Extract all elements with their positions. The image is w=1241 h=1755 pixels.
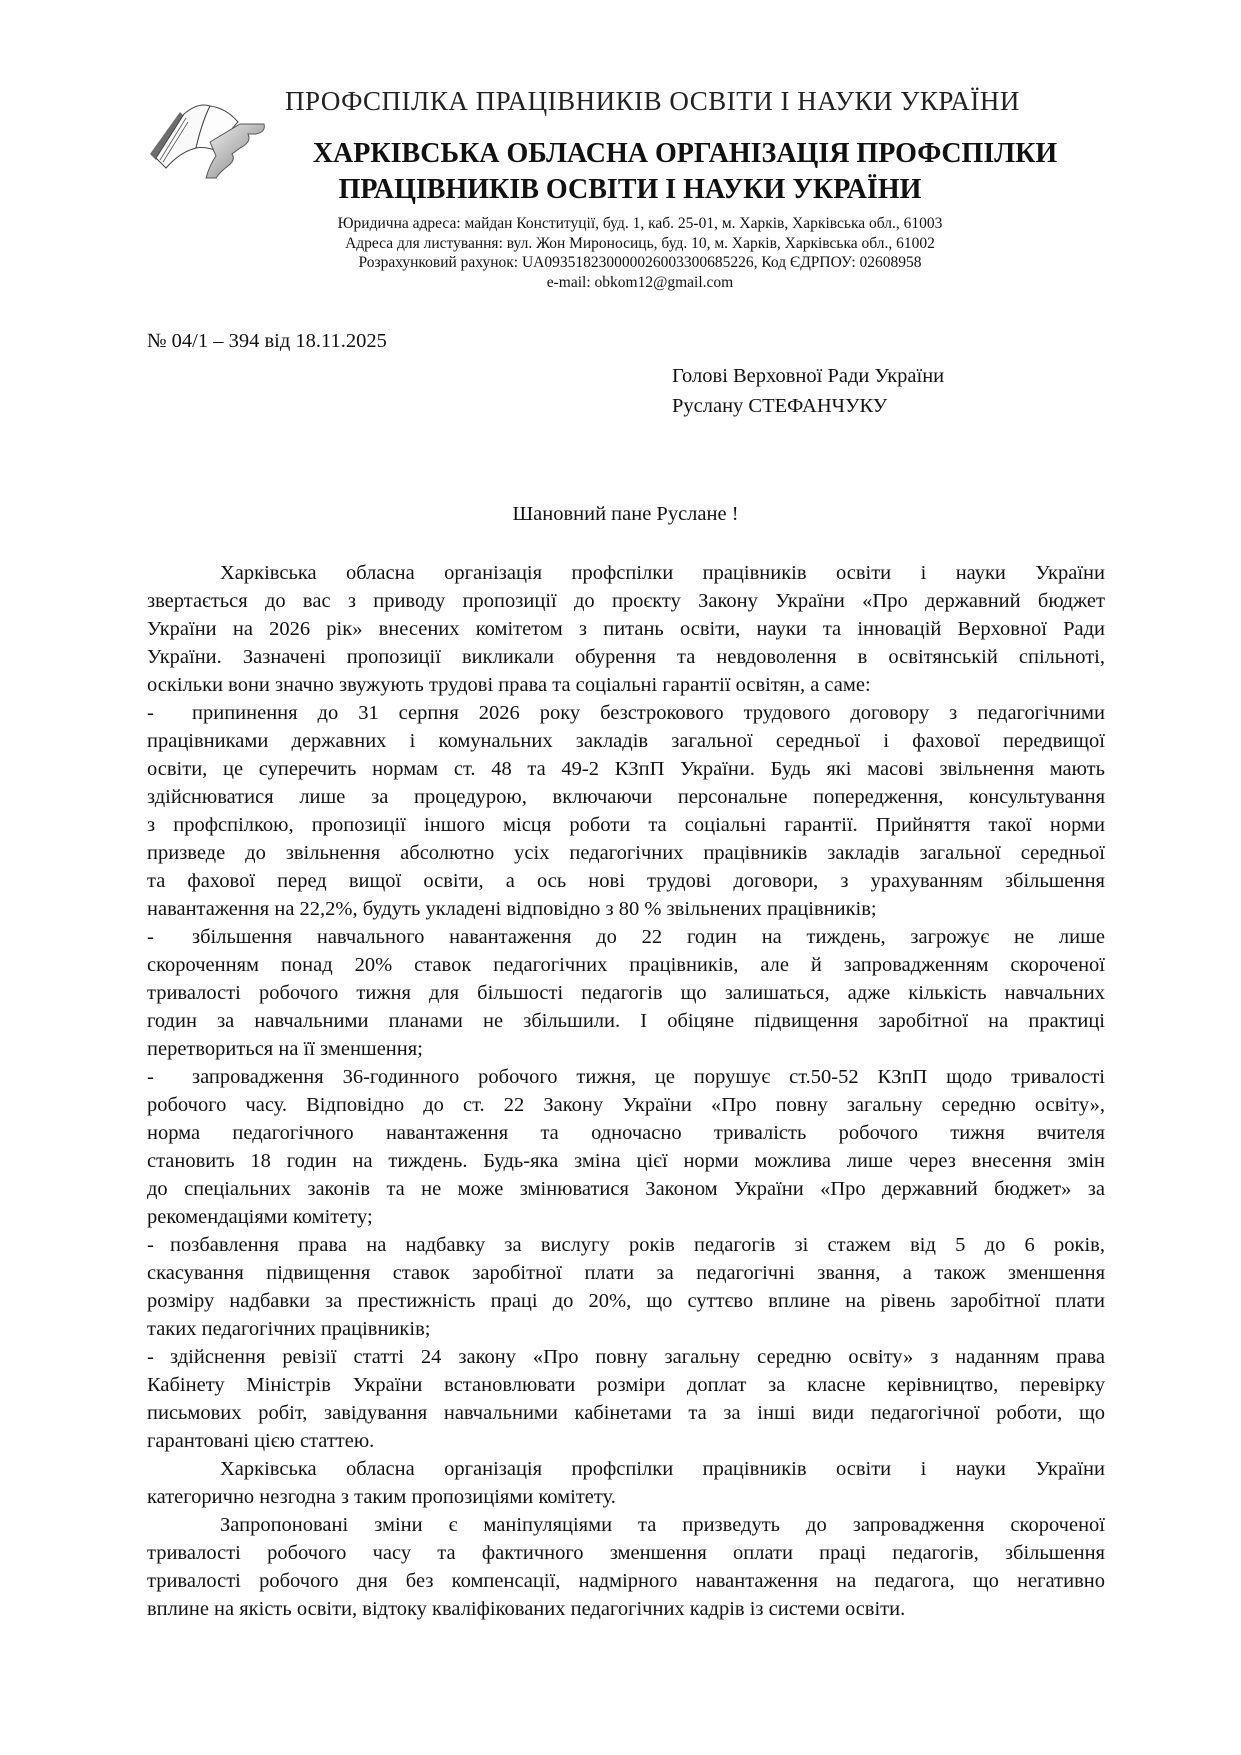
bullet-line: - позбавлення права на надбавку за вислугу років педагогів зі стажем від 5 до 6 років, <box>147 1234 1105 1256</box>
body-line: перетвориться на її зменшення; <box>147 1038 423 1060</box>
body-line: звертається до вас з приводу пропозиції до проєкту Закону України «Про державний бюджет <box>147 590 1105 612</box>
salutation: Шановний пане Руслане ! <box>512 503 739 525</box>
addressee-title: Голові Верховної Ради України <box>672 365 945 387</box>
body-line: годин за навчальними планами не збільшили. І обіцяне підвищення заробітної на практиці <box>147 1010 1105 1032</box>
body-line: працівниками державних і комунальних закладів загальної середньої і фахової передвищої <box>147 730 1105 752</box>
bullet-line: - збільшення навчального навантаження до 22 годин на тиждень, загрожує не лише <box>147 926 1105 948</box>
body-line: оскільки вони значно звужують трудові права та соціальні гарантії освітян, а саме: <box>147 674 871 696</box>
body-line: Харківська обласна організація профспілки працівників освіти і науки України <box>220 562 1105 584</box>
open-book-logo-icon <box>140 82 270 182</box>
body-line: тривалості робочого дня без компенсації, надмірного навантаження на педагога, що негативно <box>147 1570 1105 1592</box>
bullet-line: - припинення до 31 серпня 2026 року безстрокового трудового договору з педагогічними <box>147 702 1105 724</box>
addressee-block <box>672 361 944 421</box>
organization-name-line1: ХАРКІВСЬКА ОБЛАСНА ОРГАНІЗАЦІЯ ПРОФСПІЛКИ <box>312 138 1058 169</box>
body-line: таких педагогічних працівників; <box>147 1318 431 1340</box>
body-line: України на 2026 рік» внесених комітетом з питань освіти, науки та інновацій Верховної Ради <box>147 618 1105 640</box>
union-name: ПРОФСПІЛКА ПРАЦІВНИКІВ ОСВІТИ І НАУКИ УКРАЇНИ <box>285 86 1020 116</box>
body-line: з профспілкою, пропозиції іншого місця роботи та соціальні гарантії. Прийняття такої норми <box>147 814 1105 836</box>
body-line: та фахової перед вищої освіти, а ось нові трудові договори, з урахуванням збільшення <box>147 870 1105 892</box>
body-line: навантаження на 22,2%, будуть укладені відповідно з 80 % звільнених працівників; <box>147 898 877 920</box>
body-line: гарантовані цією статтею. <box>147 1430 375 1452</box>
organization-name <box>285 136 1085 208</box>
body-line: робочого часу. Відповідно до ст. 22 Закону України «Про повну загальну середню освіту», <box>147 1094 1105 1116</box>
body-line: призведе до звільнення абсолютно усіх педагогічних працівників закладів загальної середньої <box>147 842 1105 864</box>
email-address: e-mail: obkom12@gmail.com <box>546 273 734 291</box>
bullet-dash: - <box>147 1346 154 1368</box>
bullet-line: - здійснення ревізії статті 24 закону «Про повну загальну середню освіту» з наданням права <box>147 1346 1105 1368</box>
body-line: Харківська обласна організація профспілки працівників освіти і науки України <box>220 1458 1105 1480</box>
bullet-dash: - <box>147 702 154 724</box>
body-line: розміру надбавки за престижність праці до 20%, що суттєво вплине на рівень заробітної плати <box>147 1290 1105 1312</box>
body-line: рекомендаціями комітету; <box>147 1206 373 1228</box>
organization-name-line2: ПРАЦІВНИКІВ ОСВІТИ І НАУКИ УКРАЇНИ <box>338 174 922 205</box>
bullet-dash: - <box>147 926 154 948</box>
body-line: становить 18 годин на тиждень. Будь-яка зміна цієї норми можлива лише через внесення змін <box>147 1150 1105 1172</box>
body-line: скасування підвищення ставок заробітної плати за педагогічні звання, а також зменшення <box>147 1262 1105 1284</box>
body-line: вплине на якість освіти, відтоку кваліфікованих педагогічних кадрів із системи освіти. <box>147 1598 906 1620</box>
body-line: до спеціальних законів та не може змінюватися Законом України «Про державний бюджет» за <box>147 1178 1105 1200</box>
body-line: письмових робіт, завідування навчальними кабінетами та за інші види педагогічної роботи, що <box>147 1402 1105 1424</box>
body-line: норма педагогічного навантаження та одночасно тривалість робочого тижня вчителя <box>147 1122 1105 1144</box>
legal-address: Юридична адреса: майдан Конституції, буд. 1, каб. 25-01, м. Харків, Харківська обл., 61003 <box>337 215 943 232</box>
bank-account: Розрахунковий рахунок: UA093518230000026003300685226, Код ЄДРПОУ: 02608958 <box>358 254 922 271</box>
body-line: тривалості робочого тижня для більшості педагогів що залишаться, адже кількість навчальних <box>147 982 1105 1004</box>
postal-address: Адреса для листування: вул. Жон Мироносиць, буд. 10, м. Харків, Харківська обл., 61002 <box>345 234 935 252</box>
bullet-dash: - <box>147 1234 154 1256</box>
bullet-dash: - <box>147 1066 154 1088</box>
addressee-name: Руслану СТЕФАНЧУКУ <box>672 395 888 417</box>
body-line: тривалості робочого часу та фактичного зменшення оплати праці педагогів, збільшення <box>147 1542 1105 1564</box>
body-line: Кабінету Міністрів України встановлювати розміри доплат за класне керівництво, перевірку <box>147 1374 1105 1396</box>
document-reference-number: № 04/1 – 394 від 18.11.2025 <box>147 330 387 352</box>
body-line: Запропоновані зміни є маніпуляціями та призведуть до запровадження скороченої <box>220 1514 1105 1536</box>
body-line: здійснюватися лише за процедурою, включаючи персональне попередження, консультування <box>147 786 1105 808</box>
body-line: України. Зазначені пропозиції викликали обурення та невдоволення в освітянській спільноті, <box>147 646 1105 668</box>
body-line: скороченням понад 20% ставок педагогічних працівників, але й запровадженням скороченої <box>147 954 1105 976</box>
contact-details <box>280 214 1000 292</box>
bullet-line: - запровадження 36-годинного робочого тижня, це порушує ст.50-52 КЗпП щодо тривалості <box>147 1066 1105 1088</box>
body-line: освіти, це суперечить нормам ст. 48 та 49-2 КЗпП України. Будь які масові звільнення мають <box>147 758 1105 780</box>
body-line: категорично незгодна з таким пропозиціями комітету. <box>147 1486 616 1508</box>
